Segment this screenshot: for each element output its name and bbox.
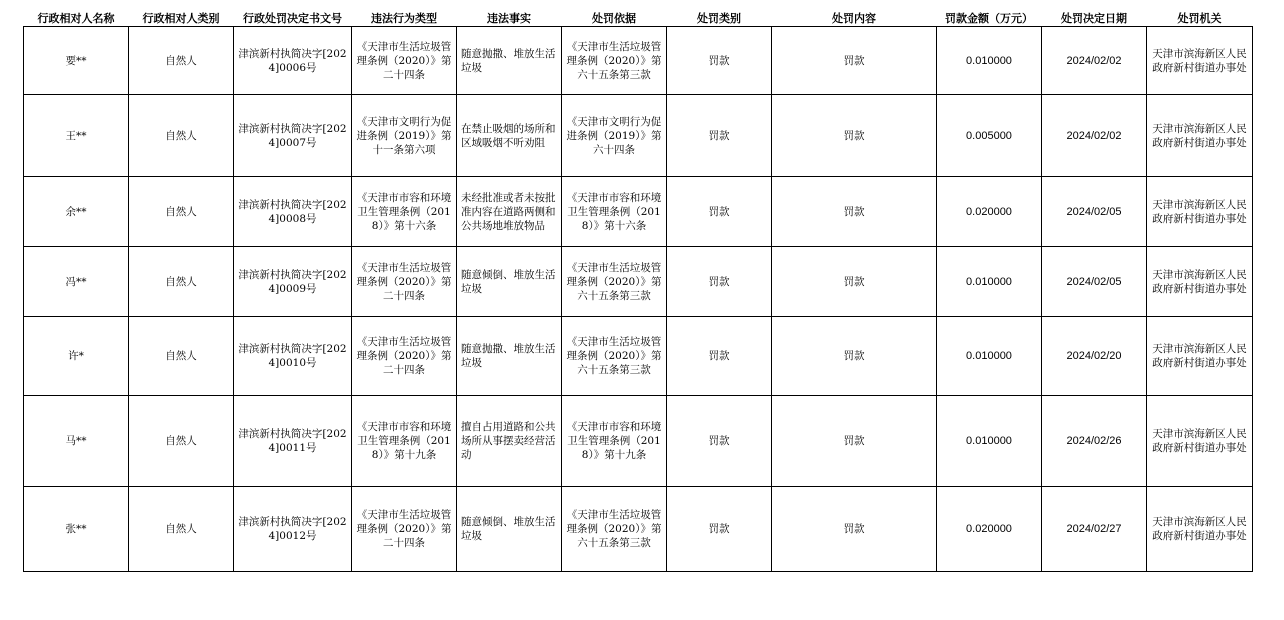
header-cell: 处罚依据 xyxy=(562,11,667,27)
cell-doc-no: 津滨新村执简决字[2024]0011号 xyxy=(234,396,352,487)
penalty-table xyxy=(23,11,1253,572)
cell-doc-no: 津滨新村执简决字[2024]0012号 xyxy=(234,487,352,572)
cell-date: 2024/02/27 xyxy=(1042,487,1147,572)
cell-name: 王** xyxy=(24,95,129,177)
header-cell: 行政相对人名称 xyxy=(24,11,129,27)
cell-amount: 0.010000 xyxy=(937,27,1042,95)
cell-date: 2024/02/02 xyxy=(1042,27,1147,95)
cell-basis: 《天津市市容和环境卫生管理条例（2018）》第十九条 xyxy=(562,396,667,487)
cell-date: 2024/02/05 xyxy=(1042,247,1147,317)
cell-name: 冯** xyxy=(24,247,129,317)
table-row xyxy=(24,247,1253,317)
cell-authority: 天津市滨海新区人民政府新村街道办事处 xyxy=(1147,396,1253,487)
cell-violation-type: 《天津市生活垃圾管理条例（2020）》第二十四条 xyxy=(352,487,457,572)
cell-penalty-content: 罚款 xyxy=(772,27,937,95)
cell-date: 2024/02/20 xyxy=(1042,317,1147,396)
table-row xyxy=(24,177,1253,247)
cell-basis: 《天津市市容和环境卫生管理条例（2018）》第十六条 xyxy=(562,177,667,247)
cell-violation-type: 《天津市市容和环境卫生管理条例（2018）》第十六条 xyxy=(352,177,457,247)
cell-authority: 天津市滨海新区人民政府新村街道办事处 xyxy=(1147,177,1253,247)
cell-date: 2024/02/02 xyxy=(1042,95,1147,177)
cell-authority: 天津市滨海新区人民政府新村街道办事处 xyxy=(1147,487,1253,572)
cell-category: 自然人 xyxy=(129,177,234,247)
header-cell: 处罚内容 xyxy=(772,11,937,27)
cell-name: 张** xyxy=(24,487,129,572)
cell-penalty-content: 罚款 xyxy=(772,177,937,247)
cell-penalty-content: 罚款 xyxy=(772,95,937,177)
header-cell: 处罚决定日期 xyxy=(1042,11,1147,27)
header-row xyxy=(24,11,1253,27)
cell-name: 余** xyxy=(24,177,129,247)
cell-authority: 天津市滨海新区人民政府新村街道办事处 xyxy=(1147,247,1253,317)
cell-basis: 《天津市生活垃圾管理条例（2020）》第六十五条第三款 xyxy=(562,247,667,317)
cell-name: 要** xyxy=(24,27,129,95)
cell-category: 自然人 xyxy=(129,487,234,572)
cell-doc-no: 津滨新村执简决字[2024]0006号 xyxy=(234,27,352,95)
cell-doc-no: 津滨新村执简决字[2024]0010号 xyxy=(234,317,352,396)
table-row xyxy=(24,27,1253,95)
cell-category: 自然人 xyxy=(129,396,234,487)
header-cell: 违法行为类型 xyxy=(352,11,457,27)
cell-doc-no: 津滨新村执简决字[2024]0007号 xyxy=(234,95,352,177)
cell-penalty-type: 罚款 xyxy=(667,27,772,95)
header-cell: 处罚机关 xyxy=(1147,11,1253,27)
cell-amount: 0.010000 xyxy=(937,247,1042,317)
cell-penalty-type: 罚款 xyxy=(667,487,772,572)
cell-date: 2024/02/26 xyxy=(1042,396,1147,487)
cell-violation-type: 《天津市文明行为促进条例（2019）》第十一条第六项 xyxy=(352,95,457,177)
cell-amount: 0.005000 xyxy=(937,95,1042,177)
cell-facts: 随意抛撒、堆放生活垃圾 xyxy=(457,27,562,95)
table-row xyxy=(24,396,1253,487)
cell-facts: 随意倾倒、堆放生活垃圾 xyxy=(457,487,562,572)
penalty-table-sheet xyxy=(23,11,1252,572)
cell-violation-type: 《天津市生活垃圾管理条例（2020）》第二十四条 xyxy=(352,27,457,95)
cell-name: 马** xyxy=(24,396,129,487)
cell-facts: 擅自占用道路和公共场所从事摆卖经营活动 xyxy=(457,396,562,487)
cell-basis: 《天津市生活垃圾管理条例（2020）》第六十五条第三款 xyxy=(562,487,667,572)
header-cell: 违法事实 xyxy=(457,11,562,27)
cell-penalty-type: 罚款 xyxy=(667,247,772,317)
cell-violation-type: 《天津市生活垃圾管理条例（2020）》第二十四条 xyxy=(352,317,457,396)
cell-amount: 0.010000 xyxy=(937,317,1042,396)
cell-facts: 在禁止吸烟的场所和区域吸烟不听劝阻 xyxy=(457,95,562,177)
cell-penalty-content: 罚款 xyxy=(772,317,937,396)
cell-category: 自然人 xyxy=(129,247,234,317)
cell-facts: 随意抛撒、堆放生活垃圾 xyxy=(457,317,562,396)
cell-basis: 《天津市文明行为促进条例（2019）》第六十四条 xyxy=(562,95,667,177)
cell-name: 许* xyxy=(24,317,129,396)
cell-doc-no: 津滨新村执简决字[2024]0009号 xyxy=(234,247,352,317)
cell-category: 自然人 xyxy=(129,95,234,177)
cell-authority: 天津市滨海新区人民政府新村街道办事处 xyxy=(1147,27,1253,95)
cell-category: 自然人 xyxy=(129,27,234,95)
cell-penalty-content: 罚款 xyxy=(772,396,937,487)
header-cell: 处罚类别 xyxy=(667,11,772,27)
cell-basis: 《天津市生活垃圾管理条例（2020）》第六十五条第三款 xyxy=(562,317,667,396)
cell-penalty-type: 罚款 xyxy=(667,317,772,396)
cell-penalty-type: 罚款 xyxy=(667,95,772,177)
cell-date: 2024/02/05 xyxy=(1042,177,1147,247)
cell-penalty-type: 罚款 xyxy=(667,396,772,487)
cell-penalty-content: 罚款 xyxy=(772,247,937,317)
cell-facts: 随意倾倒、堆放生活垃圾 xyxy=(457,247,562,317)
cell-amount: 0.020000 xyxy=(937,177,1042,247)
cell-penalty-type: 罚款 xyxy=(667,177,772,247)
table-row xyxy=(24,317,1253,396)
cell-amount: 0.020000 xyxy=(937,487,1042,572)
cell-authority: 天津市滨海新区人民政府新村街道办事处 xyxy=(1147,95,1253,177)
table-row xyxy=(24,95,1253,177)
header-cell: 行政相对人类别 xyxy=(129,11,234,27)
table-row xyxy=(24,487,1253,572)
header-cell: 罚款金额（万元） xyxy=(937,11,1042,27)
cell-violation-type: 《天津市生活垃圾管理条例（2020）》第二十四条 xyxy=(352,247,457,317)
cell-violation-type: 《天津市市容和环境卫生管理条例（2018）》第十九条 xyxy=(352,396,457,487)
cell-doc-no: 津滨新村执简决字[2024]0008号 xyxy=(234,177,352,247)
cell-facts: 未经批准或者未按批准内容在道路两侧和公共场地堆放物品 xyxy=(457,177,562,247)
cell-basis: 《天津市生活垃圾管理条例（2020）》第六十五条第三款 xyxy=(562,27,667,95)
cell-penalty-content: 罚款 xyxy=(772,487,937,572)
cell-authority: 天津市滨海新区人民政府新村街道办事处 xyxy=(1147,317,1253,396)
header-cell: 行政处罚决定书文号 xyxy=(234,11,352,27)
cell-category: 自然人 xyxy=(129,317,234,396)
cell-amount: 0.010000 xyxy=(937,396,1042,487)
